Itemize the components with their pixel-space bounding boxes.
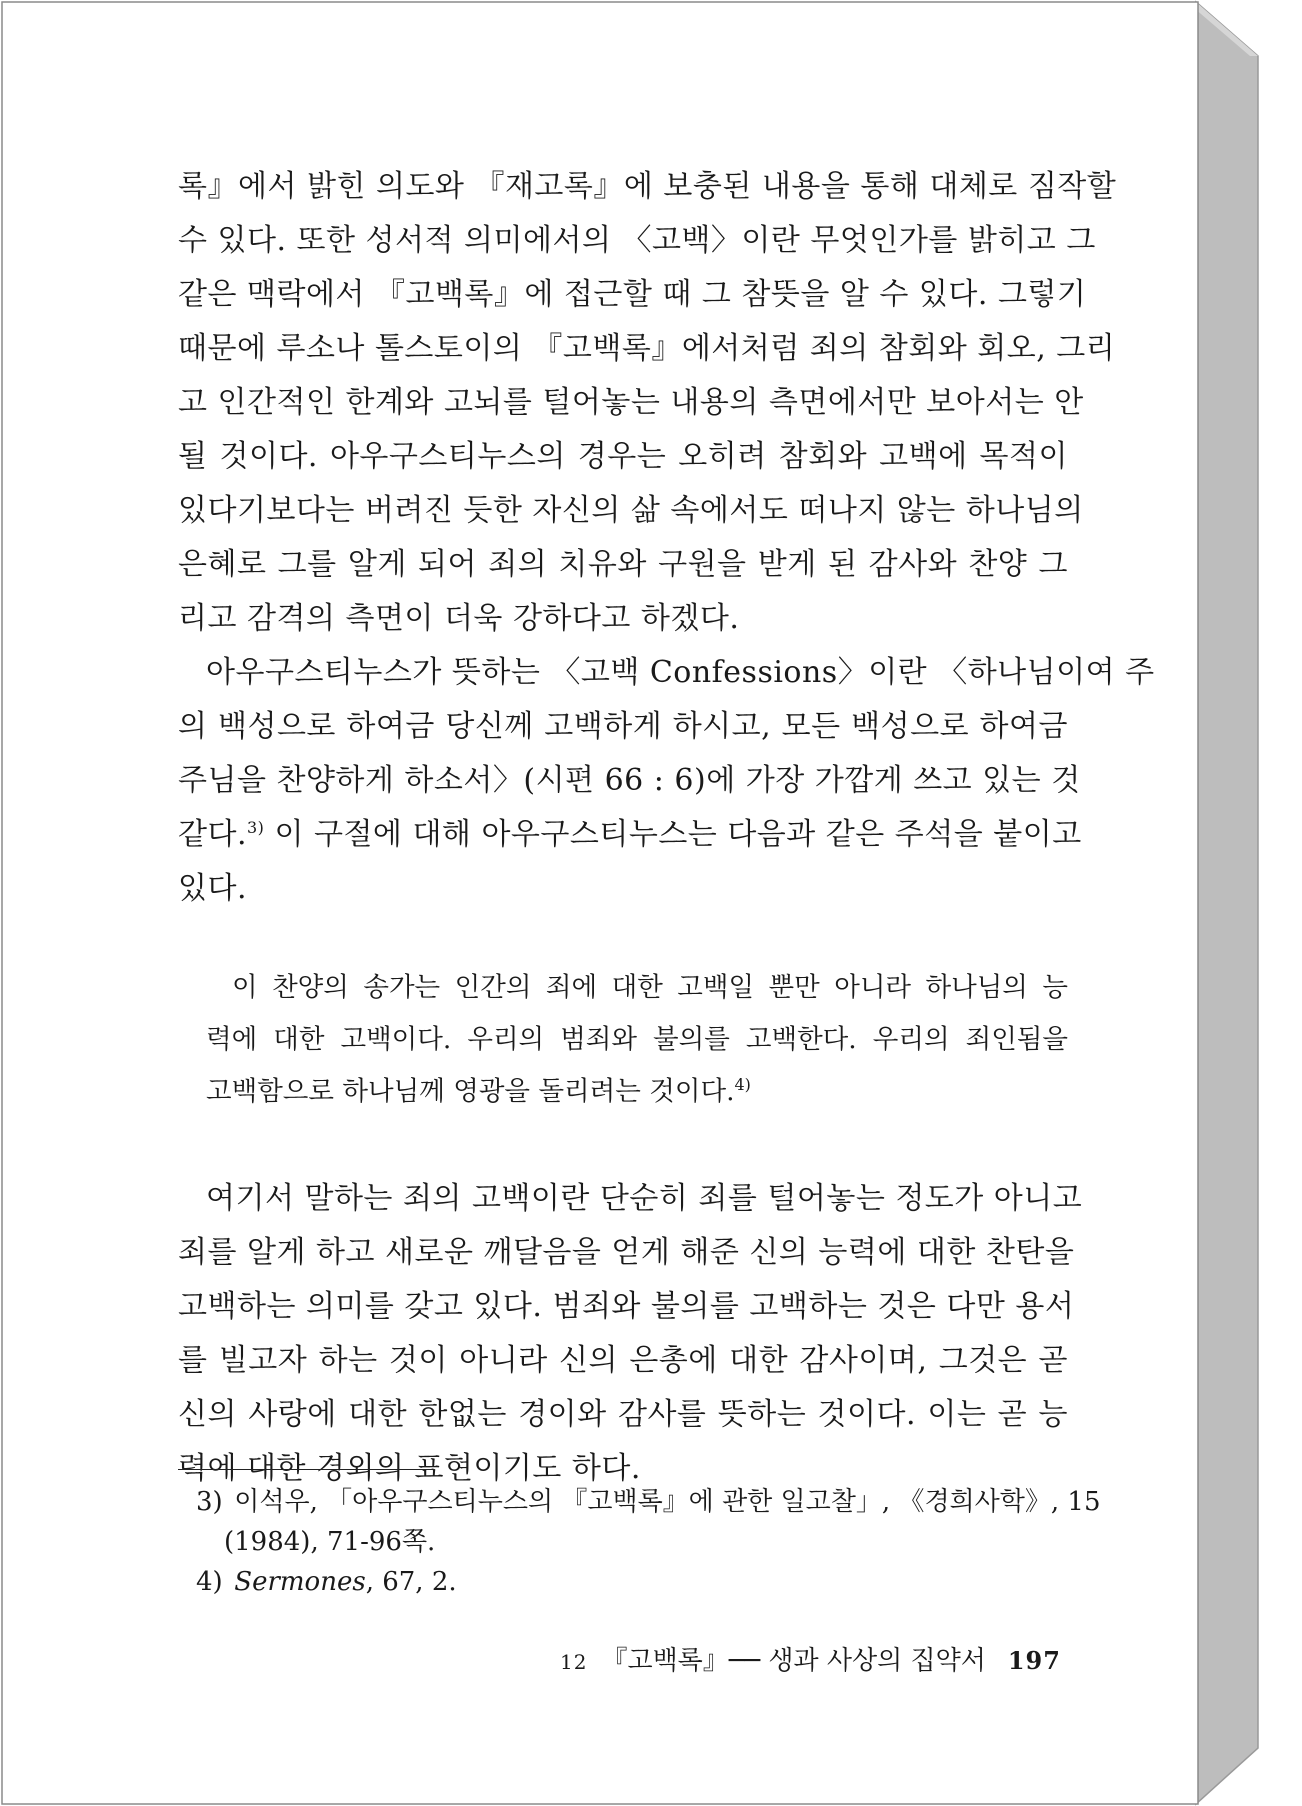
text-line: 여기서 말하는 죄의 고백이란 단순히 죄를 털어놓는 정도가 아니고 xyxy=(206,1181,1083,1216)
text-line xyxy=(178,808,1082,862)
block-quote xyxy=(206,962,1068,1118)
quote-line: 력에 대한 고백이다. 우리의 범죄와 불의를 고백한다. 우리의 죄인됨을 xyxy=(206,1024,1068,1055)
text-line: 고 인간적인 한계와 고뇌를 털어놓는 내용의 측면에서만 보아서는 안 xyxy=(178,385,1084,420)
text-line: 력에 대한 경외의 표현이기도 하다. xyxy=(178,1451,641,1486)
page-area xyxy=(20,12,1194,1772)
text-line: 수 있다. 또한 성서적 의미에서의 〈고백〉이란 무엇인가를 밝히고 그 xyxy=(178,223,1096,258)
text-segment: 고백함으로 하나님께 영광을 돌리려는 것이다. xyxy=(206,1076,735,1107)
text-line: 될 것이다. 아우구스티누스의 경우는 오히려 참회와 고백에 목적이 xyxy=(178,439,1068,474)
text-line: 있다기보다는 버려진 듯한 자신의 삶 속에서도 떠나지 않는 하나님의 xyxy=(178,493,1084,528)
footnote-text: , 67, 2. xyxy=(365,1567,457,1597)
footnote-3-continued: (1984), 71-96쪽. xyxy=(224,1527,436,1557)
page-number: 197 xyxy=(1007,1646,1061,1675)
text-segment: 같다. xyxy=(178,817,247,852)
footnote-text: 이석우, 「아우구스티누스의 『고백록』에 관한 일고찰」, 《경희사학》, 15 xyxy=(234,1487,1101,1517)
text-line: 아우구스티누스가 뜻하는 〈고백 Confessions〉이란 〈하나님이여 주 xyxy=(206,655,1155,690)
footnote-number: 3) xyxy=(196,1487,223,1517)
paragraph-3 xyxy=(178,1172,1083,1496)
text-line: 록』에서 밝힌 의도와 『재고록』에 보충된 내용을 통해 대체로 짐작할 xyxy=(178,169,1117,204)
text-line: 의 백성으로 하여금 당신께 고백하게 하시고, 모든 백성으로 하여금 xyxy=(178,709,1068,744)
footnote-4 xyxy=(196,1562,1068,1602)
footnote-ref-3: 3) xyxy=(247,818,265,837)
footnote-title: Sermones xyxy=(234,1567,366,1597)
text-segment: 이 구절에 대해 아우구스티누스는 다음과 같은 주석을 붙이고 xyxy=(264,817,1082,852)
body-text xyxy=(178,160,1155,1496)
quote-line xyxy=(206,1066,1068,1118)
paragraph-1 xyxy=(178,160,1117,646)
text-line: 은혜로 그를 알게 되어 죄의 치유와 구원을 받게 된 감사와 찬양 그 xyxy=(178,547,1068,582)
text-line: 신의 사랑에 대한 한없는 경이와 감사를 뜻하는 것이다. 이는 곧 능 xyxy=(178,1397,1068,1432)
footnote-3 xyxy=(196,1482,1101,1522)
text-line: 주님을 찬양하게 하소서〉(시편 66 : 6)에 가장 가깝게 쓰고 있는 것 xyxy=(178,763,1081,798)
quote-line: 이 찬양의 송가는 인간의 죄에 대한 고백일 뿐만 아니라 하나님의 능 xyxy=(232,972,1068,1003)
running-footer xyxy=(560,1640,1061,1677)
footnote-divider xyxy=(178,1469,434,1470)
paragraph-2 xyxy=(178,646,1155,916)
text-line: 고백하는 의미를 갖고 있다. 범죄와 불의를 고백하는 것은 다만 용서 xyxy=(178,1289,1075,1324)
footnote-ref-4: 4) xyxy=(734,1075,751,1095)
text-line: 리고 감격의 측면이 더욱 강하다고 하겠다. xyxy=(178,601,740,636)
chapter-number: 12 xyxy=(560,1650,588,1674)
text-line: 때문에 루소나 톨스토이의 『고백록』에서처럼 죄의 참회와 회오, 그리 xyxy=(178,331,1116,366)
book-page xyxy=(2,2,1300,1804)
footnote-number: 4) xyxy=(196,1567,223,1597)
text-line: 죄를 알게 하고 새로운 깨달음을 얻게 해준 신의 능력에 대한 찬탄을 xyxy=(178,1235,1075,1270)
text-line: 를 빌고자 하는 것이 아니라 신의 은총에 대한 감사이며, 그것은 곧 xyxy=(178,1343,1068,1378)
footnotes xyxy=(196,1482,1101,1602)
text-line: 같은 맥락에서 『고백록』에 접근할 때 그 참뜻을 알 수 있다. 그렇기 xyxy=(178,277,1087,312)
chapter-title: 『고백록』── 생과 사상의 집약서 xyxy=(601,1646,986,1676)
text-line: 있다. xyxy=(178,871,247,906)
